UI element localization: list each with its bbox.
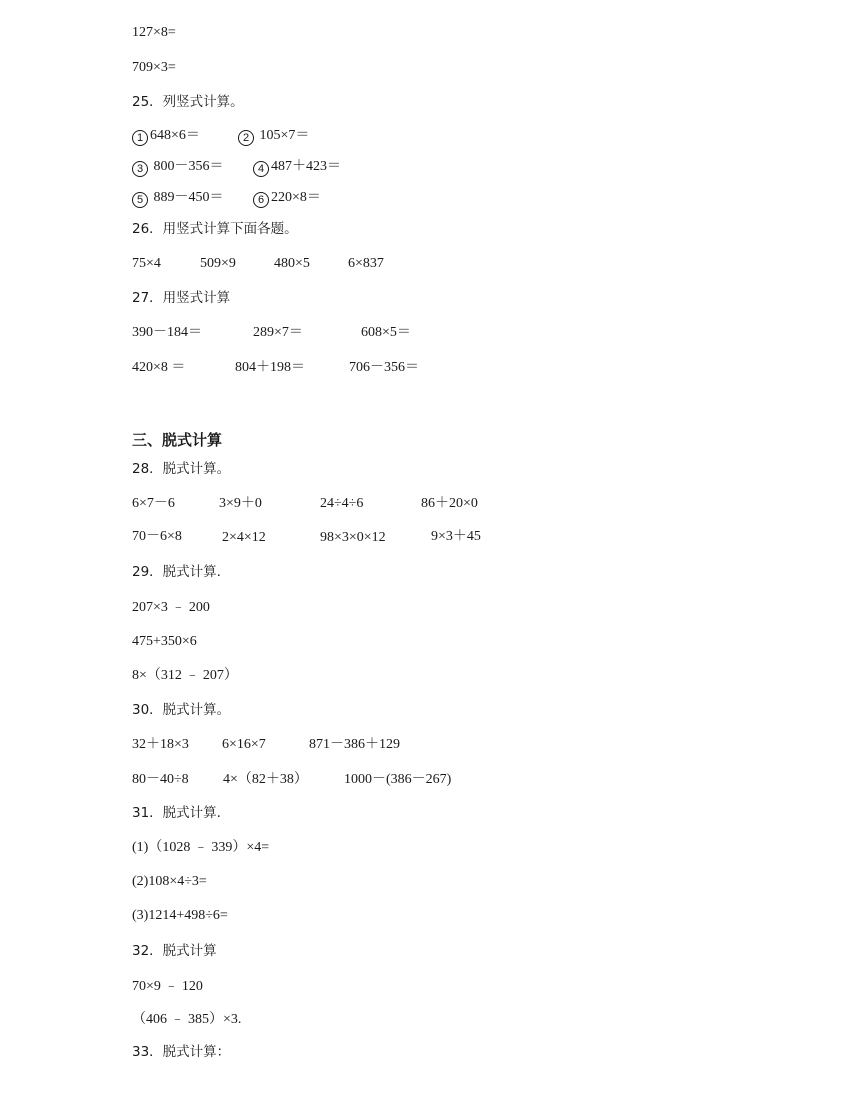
q30-item: 871－386＋129	[309, 737, 400, 752]
q28-item: 24÷4÷6	[320, 496, 364, 511]
circled-number: 5	[132, 192, 148, 208]
q30-item: 1000－(386－267)	[344, 772, 452, 787]
question-31-title: 31．脱式计算.	[132, 805, 221, 821]
q28-item: 70－6×8	[132, 529, 182, 544]
q25-item-2	[238, 127, 309, 146]
q31-item: (1)（1028 ﹣ 339）×4=	[132, 840, 270, 855]
q28-item: 6×7－6	[132, 496, 175, 511]
question-27-title: 27．用竖式计算	[132, 290, 231, 306]
circled-number: 3	[132, 161, 148, 177]
q31-item: (2)108×4÷3=	[132, 874, 207, 889]
q26-item: 509×9	[200, 256, 236, 271]
question-26-title: 26．用竖式计算下面各题。	[132, 221, 298, 237]
q25-item-1	[132, 127, 200, 146]
q25-item-6	[253, 189, 321, 208]
question-30-title: 30．脱式计算。	[132, 702, 231, 718]
q25-item-expr: 105×7＝	[256, 128, 310, 143]
q25-item-expr: 648×6＝	[150, 128, 200, 143]
question-25-title: 25．列竖式计算。	[132, 94, 244, 110]
q25-item-expr: 220×8＝	[271, 190, 321, 205]
q26-item: 75×4	[132, 256, 161, 271]
q28-item: 9×3＋45	[431, 529, 481, 544]
q26-item: 6×837	[348, 256, 384, 271]
q25-item-expr: 487＋423＝	[271, 159, 341, 174]
q30-item: 4×（82＋38）	[223, 772, 308, 787]
question-33-title: 33．脱式计算：	[132, 1044, 231, 1060]
q30-item: 80－40÷8	[132, 772, 189, 787]
q30-item: 6×16×7	[222, 737, 266, 752]
q27-item: 804＋198＝	[235, 360, 305, 375]
circled-number: 4	[253, 161, 269, 177]
question-32-title: 32．脱式计算	[132, 943, 217, 959]
expr-127x8: 127×8=	[132, 25, 176, 40]
q29-item: 8×（312 ﹣ 207）	[132, 668, 238, 683]
q25-item-4	[253, 158, 341, 177]
q25-item-5	[132, 189, 224, 208]
circled-number: 6	[253, 192, 269, 208]
q26-item: 480×5	[274, 256, 310, 271]
q31-item: (3)1214+498÷6=	[132, 908, 228, 923]
q25-item-3	[132, 158, 224, 177]
circled-number: 2	[238, 130, 254, 146]
q29-item: 475+350×6	[132, 634, 197, 649]
q29-item: 207×3 ﹣ 200	[132, 600, 210, 615]
q25-item-expr: 800－356＝	[150, 159, 224, 174]
q27-item: 390－184＝	[132, 325, 202, 340]
section-3-title: 三、脱式计算	[132, 431, 223, 449]
expr-709x3: 709×3=	[132, 60, 176, 75]
question-28-title: 28．脱式计算。	[132, 461, 231, 477]
q28-item: 86＋20×0	[421, 496, 478, 511]
q28-item: 3×9＋0	[219, 496, 262, 511]
q32-item: （406 ﹣ 385）×3.	[132, 1012, 242, 1027]
q27-item: 420×8 ＝	[132, 360, 186, 375]
q28-item: 98×3×0×12	[320, 530, 386, 545]
q27-item: 289×7＝	[253, 325, 303, 340]
q27-item: 608×5＝	[361, 325, 411, 340]
q27-item: 706－356＝	[349, 360, 419, 375]
q25-item-expr: 889－450＝	[150, 190, 224, 205]
circled-number: 1	[132, 130, 148, 146]
question-29-title: 29．脱式计算.	[132, 564, 221, 580]
q30-item: 32＋18×3	[132, 737, 189, 752]
q28-item: 2×4×12	[222, 530, 266, 545]
q32-item: 70×9 ﹣ 120	[132, 979, 203, 994]
